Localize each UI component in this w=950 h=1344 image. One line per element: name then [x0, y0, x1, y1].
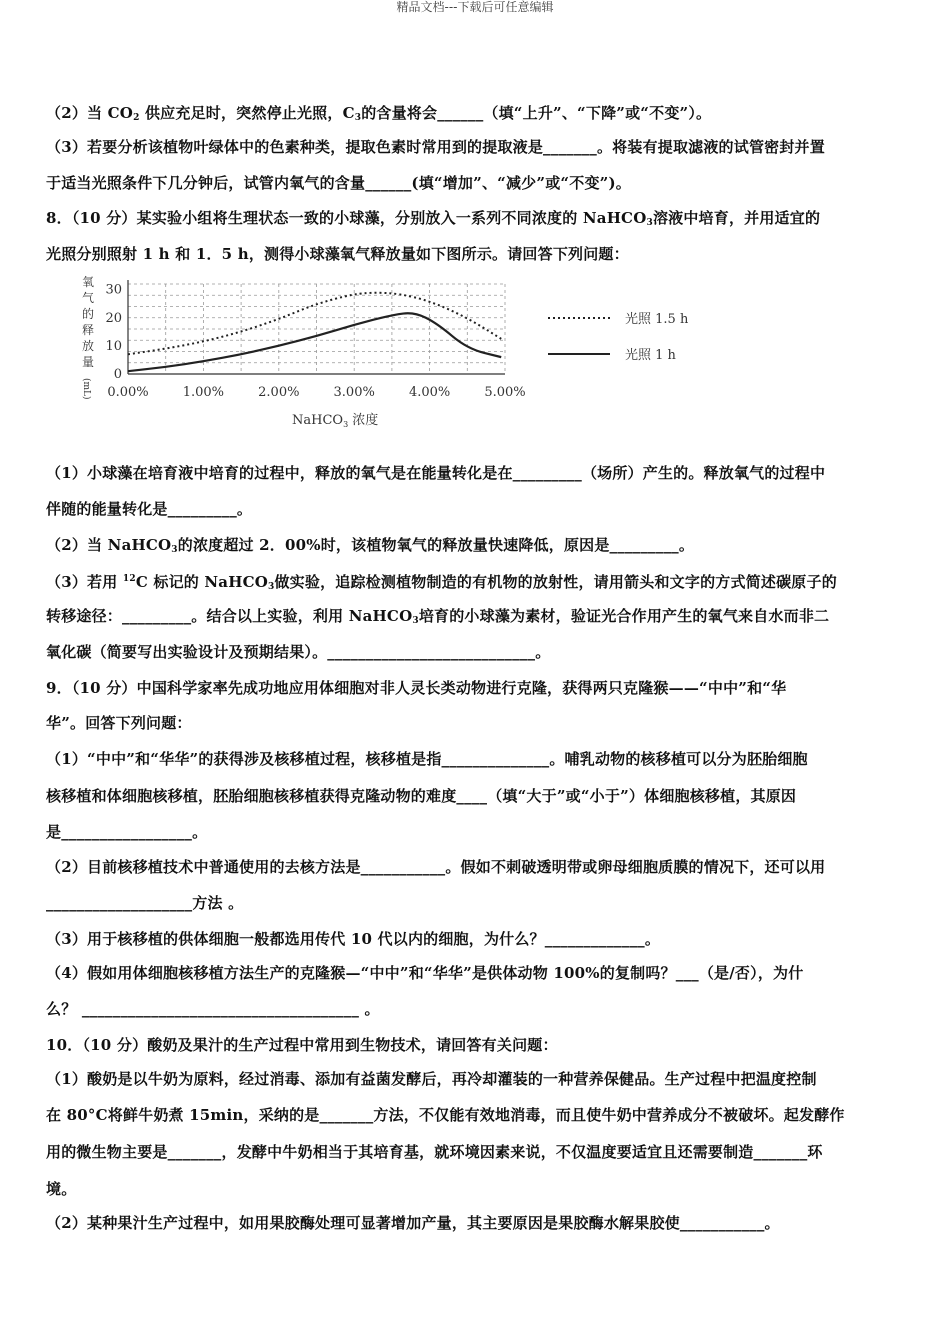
q8-p3-line3: 氧化碳（简要写出实验设计及预期结果）。___________________________。 — [46, 643, 551, 661]
y-label-char: 放 — [82, 339, 95, 353]
q9-p1-line1: （1）“中中”和“华华”的获得涉及核移植过程，核移植是指______________。哺乳动物的核移植可以分为胚胎细胞 — [46, 750, 808, 768]
q8-p2: （2）当 NaHCO$_3$的浓度超过 2．00%时，该植物氧气的释放量快速降低，原因是_________。 — [46, 536, 695, 555]
oxygen-release-chart — [80, 272, 720, 432]
series-line-1-5h — [128, 293, 501, 355]
q10-p1-line4: 境。 — [46, 1180, 77, 1198]
chart-legend — [548, 311, 689, 363]
q8-p1-line2: 伴随的能量转化是_________。 — [46, 500, 253, 518]
x-tick-labels — [107, 385, 525, 400]
y-label-char: (mL) — [81, 378, 91, 400]
q9-p4-line1: （4）假如用体细胞核移植方法生产的克隆猴—“中中”和“华华”是供体动物 100%的复制吗？___（是/否），为什 — [46, 964, 804, 982]
legend-label-1h: 光照 1 h — [625, 348, 676, 363]
x-tick-label: 4.00% — [408, 385, 451, 400]
q8-p3-line2: 转移途径：_________。结合以上实验，利用 NaHCO$_3$培育的小球藻为素材，验证光合作用产生的氧气来自水而非二 — [46, 607, 830, 626]
y-tick-label: 10 — [105, 338, 122, 354]
x-tick-label: 2.00% — [258, 385, 300, 400]
q9-intro-line2: 华”。回答下列问题： — [46, 714, 192, 732]
q9-p2-line2: ___________________方法 。 — [46, 894, 244, 912]
y-label-char: 量 — [82, 355, 95, 369]
q10-p1-line1: （1）酸奶是以牛奶为原料，经过消毒、添加有益菌发酵后，再冷却灌装的一种营养保健品。生产过程中把温度控制 — [46, 1070, 817, 1088]
q10-p1-line3: 用的微生物主要是_______，发酵中牛奶相当于其培育基，就环境因素来说，不仅温度要适宜且还需要制造_______环 — [46, 1143, 823, 1161]
x-axis-label: NaHCO$_3$ 浓度 — [292, 413, 379, 429]
q9-p1-line2: 核移植和体细胞核移植，胚胎细胞核移植获得克隆动物的难度____（填“大于”或“小于”）体细胞核移植，其原因 — [46, 787, 797, 805]
q7-part2: （2）当 $CO_2$ 供应充足时，突然停止光照，$C_3$的含量将会______（填“上升”、“下降”或“不变”）。 — [46, 104, 712, 123]
y-label-char: 气 — [82, 291, 95, 305]
x-tick-label: 1.00% — [182, 385, 225, 400]
q10-p2: （2）某种果汁生产过程中，如用果胶酶处理可显著增加产量，其主要原因是果胶酶水解果胶使___________。 — [46, 1214, 780, 1232]
y-label-char: 氧 — [82, 275, 95, 289]
q7-part3-line2: 于适当光照条件下几分钟后，试管内氧气的含量______(填“增加”、“减少”或“不变”)。 — [46, 174, 631, 192]
q10-intro: 10．（10 分）酸奶及果汁的生产过程中常用到生物技术，请回答有关问题： — [46, 1036, 558, 1054]
y-tick-label: 20 — [105, 310, 122, 326]
y-tick-label: 0 — [113, 367, 122, 382]
q9-p1-line3: 是_________________。 — [46, 823, 208, 841]
q9-intro-line1: 9．（10 分）中国科学家率先成功地应用体细胞对非人灵长类动物进行克隆，获得两只克隆猴——“中中”和“华 — [46, 679, 787, 697]
q8-intro-line1: 8．（10 分）某实验小组将生理状态一致的小球藻，分别放入一系列不同浓度的 NaHCO$_3$溶液中培育，并用适宜的 — [46, 209, 821, 228]
y-tick-label: 30 — [105, 282, 122, 298]
chart-series — [128, 293, 501, 371]
legend-label-1-5h: 光照 1.5 h — [625, 312, 689, 327]
q8-p3-line1: （3）若用 $^{12}$C 标记的 NaHCO$_3$做实验，追踪检测植物制造的有机物的放射性，请用箭头和文字的方式简述碳原子的 — [46, 573, 837, 592]
y-label-char: 的 — [82, 307, 95, 321]
q9-p4-line2: 么？ ____________________________________ 。 — [46, 1000, 380, 1018]
q9-p2-line1: （2）目前核移植技术中普通使用的去核方法是___________。假如不刺破透明带或卵母细胞质膜的情况下，还可以用 — [46, 858, 826, 876]
q9-p3: （3）用于核移植的供体细胞一般都选用传代 10 代以内的细胞，为什么？_____________。 — [46, 930, 661, 948]
x-tick-label: 5.00% — [484, 385, 526, 400]
q8-p1-line1: （1）小球藻在培育液中培育的过程中，释放的氧气是在能量转化是在_________（场所）产生的。释放氧气的过程中 — [46, 464, 826, 482]
page-header-watermark: 精品文档---下载后可任意编辑 — [396, 0, 554, 14]
y-label-char: 释 — [82, 323, 95, 337]
q7-part3-line1: （3）若要分析该植物叶绿体中的色素种类，提取色素时常用到的提取液是_______。将装有提取滤液的试管密封并置 — [46, 138, 825, 156]
x-tick-label: 3.00% — [333, 385, 375, 400]
q10-p1-line2: 在 80°C将鲜牛奶煮 15min，采纳的是_______方法，不仅能有效地消毒，而且使牛奶中营养成分不被破坏。起发酵作 — [46, 1106, 845, 1124]
chart-grid — [128, 284, 505, 374]
q8-intro-line2: 光照分别照射 1 h 和 1．5 h，测得小球藻氧气释放量如下图所示。请回答下列问题： — [46, 245, 629, 263]
y-tick-labels — [105, 283, 122, 382]
y-axis-label — [81, 275, 94, 400]
x-tick-label: 0.00% — [107, 385, 149, 400]
